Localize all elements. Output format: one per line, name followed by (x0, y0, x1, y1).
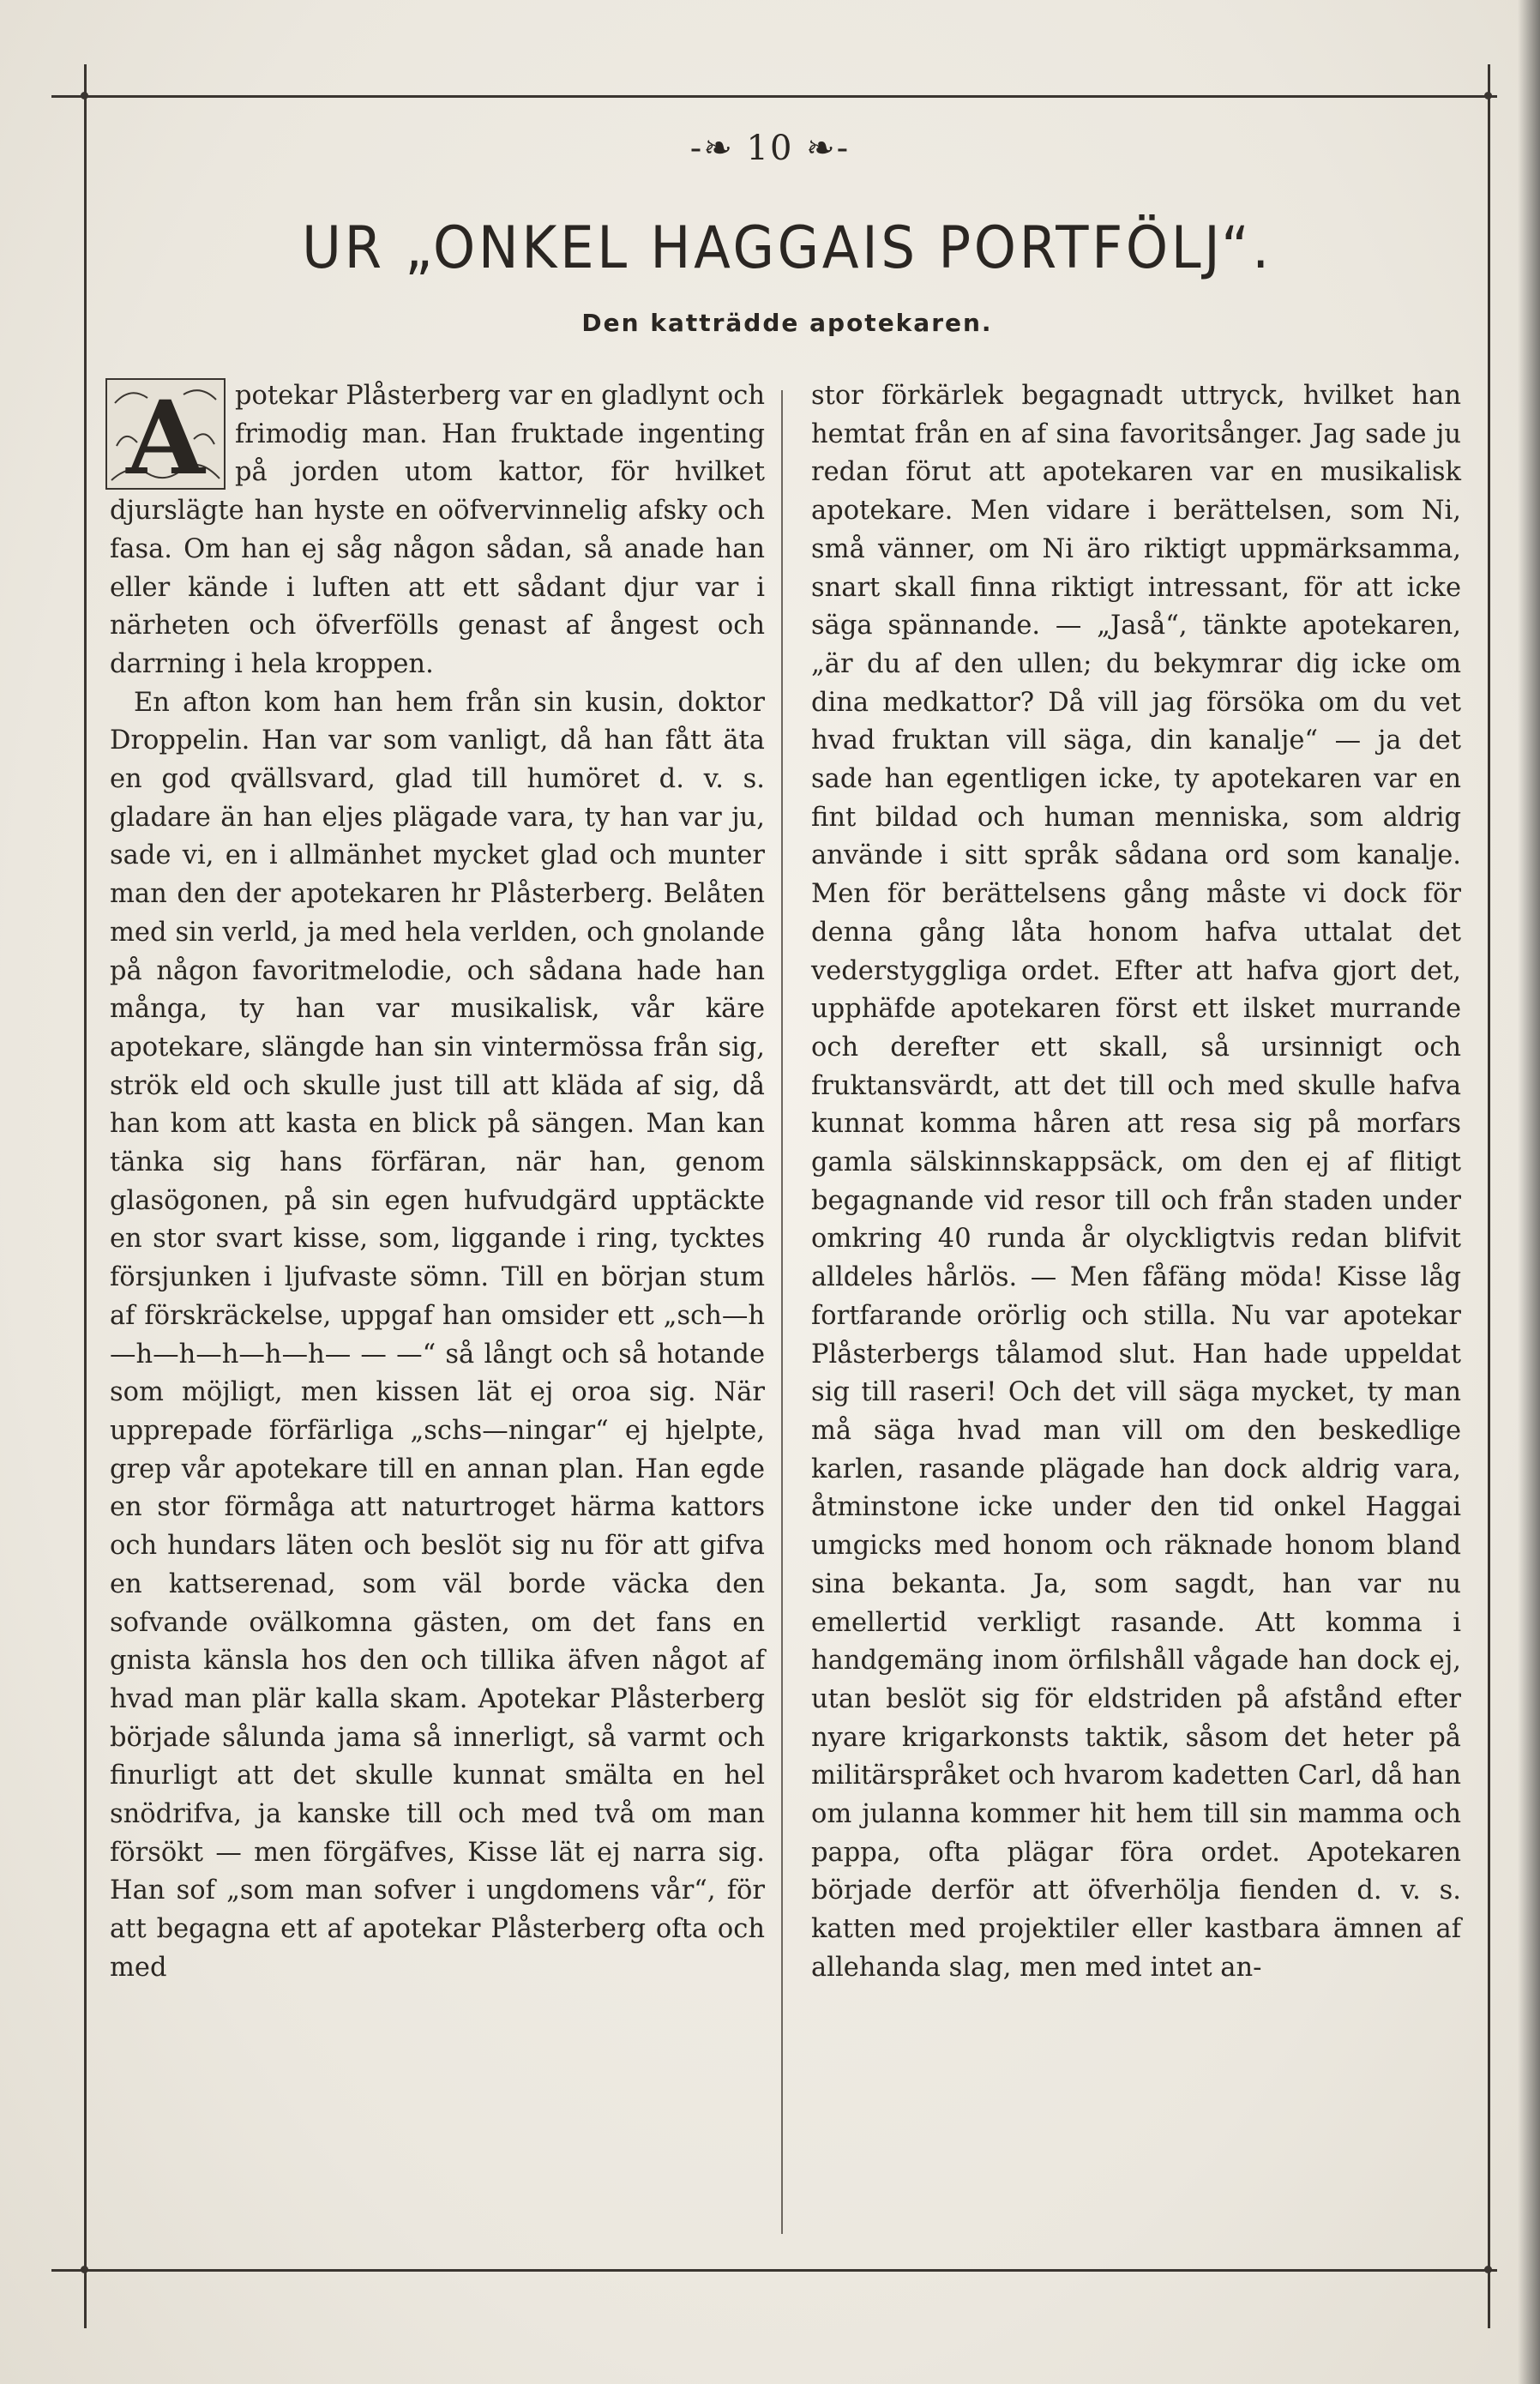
second-paragraph: En afton kom han hem från sin kusin, doktor Droppelin. Han var som vanligt, då han fått äta en god qvällsvard, glad till humöret d. v. s. gladare än han eljes plägade vara, ty han var ju, sade vi, en i allmänhet mycket glad och munter man den der apotekaren hr Plåsterberg. Belåten med sin verld, ja med hela verlden, och gnolande på någon favoritmelodie, och sådana hade han många, ty han var musikalisk, vår käre apotekare, slängde han sin vintermössa från sig, strök eld och skulle just till att kläda af sig, då han kom att kasta en blick på sängen. Man kan tänka sig hans förfäran, när han, genom glasögonen, på sin egen hufvudgärd upptäckte en stor svart kisse, som, liggande i ring, tycktes försjunken i ljufvaste sömn. Till en början stum af förskräckelse, uppgaf han omsider ett „sch—h—h—h—h—h—h— — —“ så långt och så hotande som möjligt, men kissen lät ej oroa sig. När upprepade förfärliga „schs—ningar“ ej hjelpte, grep vår apotekare till en annan plan. Han egde en stor förmåga att naturtroget härma kattors och hundars läten och beslöt sig nu för att gifva en kattserenad, som väl borde väcka den sofvande ovälkomna gästen, om det fans en gnista känsla hos den och tillika äfven något af hvad man plär kalla skam. Apotekar Plåsterberg började sålunda jama så innerligt, så varmt och finurligt att det skulle kunnat smälta en hel snödrifva, ja kanske till och med två om man försökt — men förgäfves, Kisse lät ej narra sig. Han sof „som man sofver i ungdomens vår“, för att begagna ett af apotekar Plåsterberg ofta och med (110, 687, 765, 1983)
page-edge-shadow (1518, 0, 1540, 2384)
dropcap-ornament-icon (105, 377, 226, 491)
corner-ornament-top-right (1484, 92, 1492, 99)
article-title: UR „ONKEL HAGGAIS PORTFÖLJ“. (302, 214, 1272, 282)
frame-top-rule (51, 95, 1497, 98)
frame-right-rule (1488, 64, 1490, 2328)
article-subtitle: Den katträdde apotekaren. (581, 309, 993, 337)
ornamental-dropcap (105, 377, 226, 491)
page-number-header: -❧ 10 ❧- (689, 129, 851, 168)
first-paragraph (110, 377, 765, 684)
svg-text:A: A (126, 378, 205, 491)
column-divider (781, 390, 783, 2234)
corner-ornament-bottom-left (81, 2266, 88, 2273)
left-column (110, 377, 765, 1988)
right-column-paragraph: stor förkärlek begagnadt uttryck, hvilket han hemtat från en af sina favoritsånger. Jag sade ju redan förut att apotekaren var en musikalisk apotekare. Men vidare i berättelsen, som Ni, små vänner, om Ni äro riktigt uppmärksamma, snart skall finna riktigt intressant, för att icke säga spännande. — „Jaså“, tänkte apotekaren, „är du af den ullen; du bekymrar dig icke om dina medkattor? Då vill jag försöka om du vet hvad fruktan vill säga, din kanalje“ — ja det sade han egentligen icke, ty apotekaren var en fint bildad och human menniska, som aldrig använde i sitt språk sådana ord som kanalje. Men för berättelsens gång måste vi dock för denna gång låta honom hafva uttalat det vederstyggliga ordet. Efter att hafva gjort det, upphäfde apotekaren först ett ilsket murrande och derefter ett skall, så ursinnigt och fruktansvärdt, att det till och med skulle hafva kunnat komma håren att resa sig på morfars gamla sälskinnskappsäck, om den ej af flitigt begagnande vid resor till och från staden under omkring 40 runda år olyckligtvis redan blifvit alldeles hårlös. — Men fåfäng möda! Kisse låg fortfarande orörlig och stilla. Nu var apotekar Plåsterbergs tålamod slut. Han hade uppeldat sig till raseri! Och det vill säga mycket, ty man må säga hvad man vill om den beskedlige karlen, rasande plägade han dock aldrig vara, åtminstone icke under den tid onkel Haggai umgicks med honom och räknade honom bland sina bekanta. Ja, som sagdt, han var nu emellertid verkligt rasande. Att komma i handgemäng inom örfilshåll vågade han dock ej, utan beslöt sig för eldstriden på afstånd efter nyare krigarkonsts taktik, såsom det heter på militärspråket och hvarom kadetten Carl, då han om julanna kommer hit hem till sin mamma och pappa, ofta plägar föra ordet. Apotekaren började derför att öfverhölja fienden d. v. s. katten med projektiler eller kastbara ämnen af allehanda slag, men med intet an- (811, 381, 1461, 1983)
corner-ornament-top-left (81, 92, 88, 99)
right-column (811, 377, 1461, 1988)
frame-bottom-rule (51, 2269, 1497, 2272)
first-paragraph-text: potekar Plåsterberg var en gladlynt och frimodig man. Han fruktade ingenting på jorden utom kattor, för hvilket djurslägte han hyste en oöfvervinnelig afsky och fasa. Om han ej såg någon sådan, så anade han eller kände i luften att ett sådant djur var i närheten och öfverfölls genast af ångest och darrning i hela kroppen. (110, 381, 765, 679)
corner-ornament-bottom-right (1484, 2266, 1492, 2273)
frame-left-rule (84, 64, 87, 2328)
